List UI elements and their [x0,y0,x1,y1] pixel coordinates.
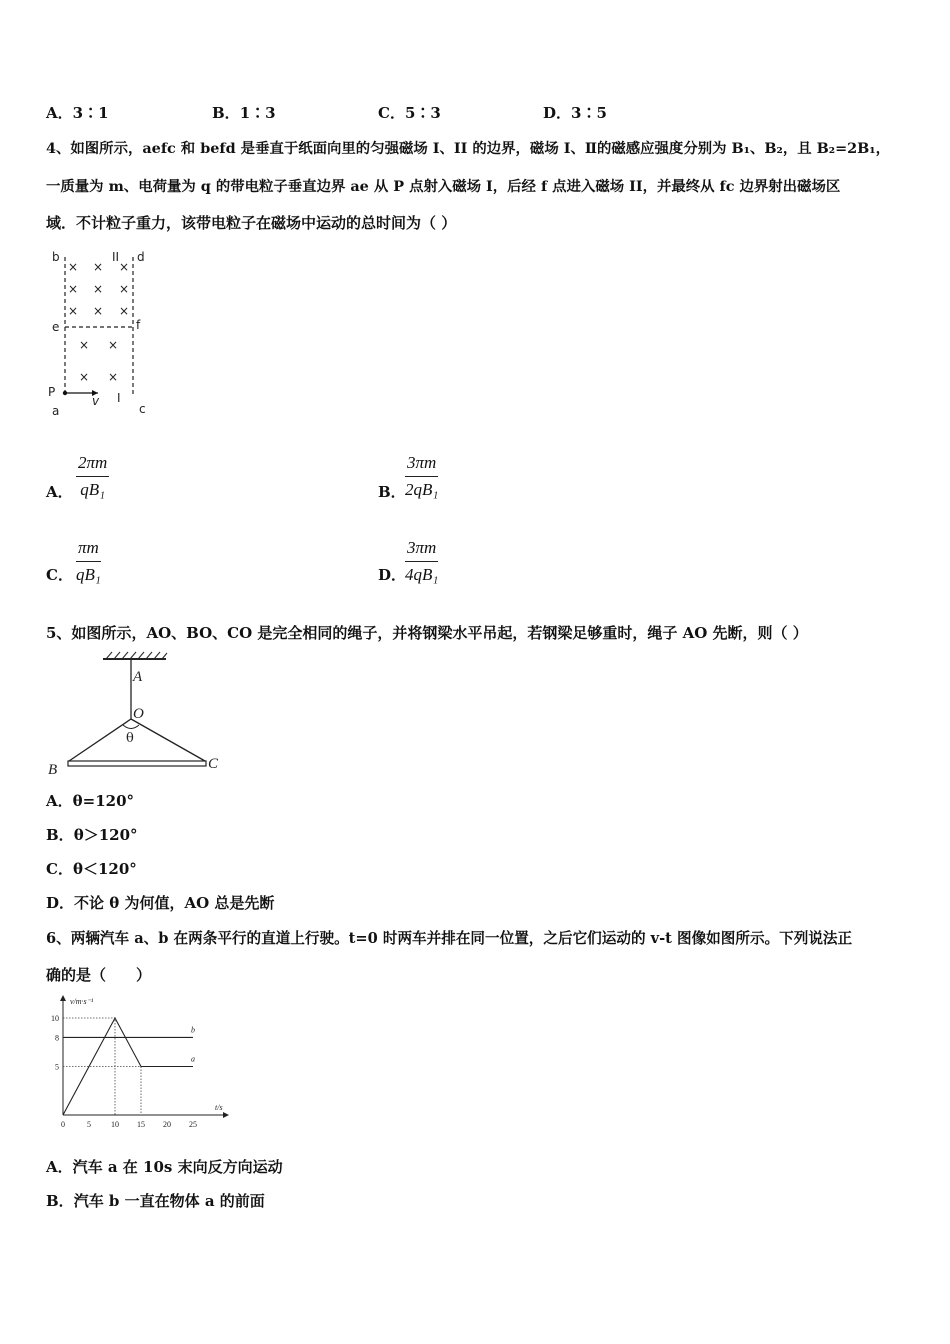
q5-stem: 5、如图所示，AO、BO、CO 是完全相同的绳子，并将钢梁水平吊起，若钢梁足够重时，绳子 AO 先断，则（ ） [46,624,808,642]
q6-stem-line1: 6、两辆汽车 a、b 在两条平行的直道上行驶。t=0 时两车并排在同一位置，之后它们运动的 v-t 图像如图所示。下列说法正 [46,930,853,947]
q4-label-a: a [52,404,60,418]
q4-cross: × [67,260,79,274]
q4-label-f: f [136,318,141,332]
q5-option-c: C．θ＜120° [46,860,137,878]
q4-magnetic-field-figure [40,245,170,420]
q4-option-d-fraction: $\frac{3\pi m}{\text{4qB₁}}$ [405,538,439,584]
chart-x-tick: 20 [163,1120,171,1129]
chart-series-label-a: a [191,1054,195,1064]
q4-stem-line3: 域．不计粒子重力，该带电粒子在磁场中运动的总时间为（ ） [46,214,457,232]
q4-cross: × [92,304,104,318]
q4-stem-line1: 4、如图所示，aefc 和 befd 是垂直于纸面向里的匀强磁场 I、II 的边界，磁场 I、Ⅱ的磁感应强度分别为 B₁、B₂，且 B₂=2B₁， [46,140,891,157]
q4-label-c: c [139,402,146,416]
q4-option-c-label: C． [46,566,73,584]
q4-cross: × [92,260,104,274]
q4-option-c-fraction: $\frac{\pi m}{\text{qB₁}}$ [76,538,101,584]
q4-cross: × [118,304,130,318]
q6-vt-chart [40,993,240,1133]
chart-y-tick: 5 [55,1062,59,1072]
q4-cross: × [78,370,90,384]
q3-option-c: C．5∶3 [378,104,441,122]
q4-label-II: II [112,250,120,264]
q6-stem-line2: 确的是（ ） [46,966,152,984]
q4-option-d-label: D． [378,566,407,584]
chart-x-tick: 0 [61,1120,65,1129]
chart-y-tick: 8 [55,1033,59,1043]
q6-option-a: A．汽车 a 在 10s 末向反方向运动 [46,1158,283,1176]
q4-cross: × [92,282,104,296]
q5-label-theta: θ [126,731,134,746]
q4-cross: × [107,370,119,384]
chart-x-tick: 5 [87,1120,91,1129]
q4-cross: × [67,304,79,318]
q4-option-a-label: A． [46,483,73,501]
q4-label-v: v [92,394,100,408]
q5-label-C: C [208,756,219,772]
q4-cross: × [67,282,79,296]
chart-x-tick: 15 [137,1120,145,1129]
q5-rope-beam-figure [40,650,230,780]
chart-x-tick: 10 [111,1120,119,1129]
q4-stem-line2: 一质量为 m、电荷量为 q 的带电粒子垂直边界 ae 从 P 点射入磁场 I，后经 f 点进入磁场 II，并最终从 fc 边界射出磁场区 [46,178,841,195]
q4-label-b: b [52,250,60,264]
q4-cross: × [118,282,130,296]
chart-x-tick: 25 [189,1120,197,1129]
q5-label-B: B [48,762,58,778]
q5-label-A: A [133,669,143,685]
q4-cross: × [118,260,130,274]
chart-y-tick: 10 [51,1014,59,1023]
q4-option-b-label: B． [378,483,406,501]
q5-option-b: B．θ＞120° [46,826,138,844]
chart-xlabel: t/s [215,1103,223,1112]
q4-label-I: I [117,391,121,405]
q4-label-e: e [52,320,60,334]
q5-option-a: A．θ=120° [46,792,135,810]
q5-option-d: D．不论 θ 为何值，AO 总是先断 [46,894,275,912]
chart-series-label-b: b [191,1025,195,1035]
q3-option-b: B．1∶3 [212,104,276,122]
q4-label-d: d [137,250,145,264]
chart-ylabel: v/m·s⁻¹ [70,997,94,1006]
q4-label-P: P [48,385,56,399]
q3-option-a: A．3∶1 [46,104,109,122]
q5-label-O: O [133,706,144,722]
q4-option-a-fraction: $\frac{2\pi m}{\text{qB₁}}$ [78,453,108,499]
q3-option-d: D．3∶5 [543,104,607,122]
q6-option-b: B．汽车 b 一直在物体 a 的前面 [46,1192,265,1210]
q4-cross: × [78,338,90,352]
q4-cross: × [107,338,119,352]
q4-option-b-fraction: $\frac{3\pi m}{\text{2qB₁}}$ [405,453,439,499]
